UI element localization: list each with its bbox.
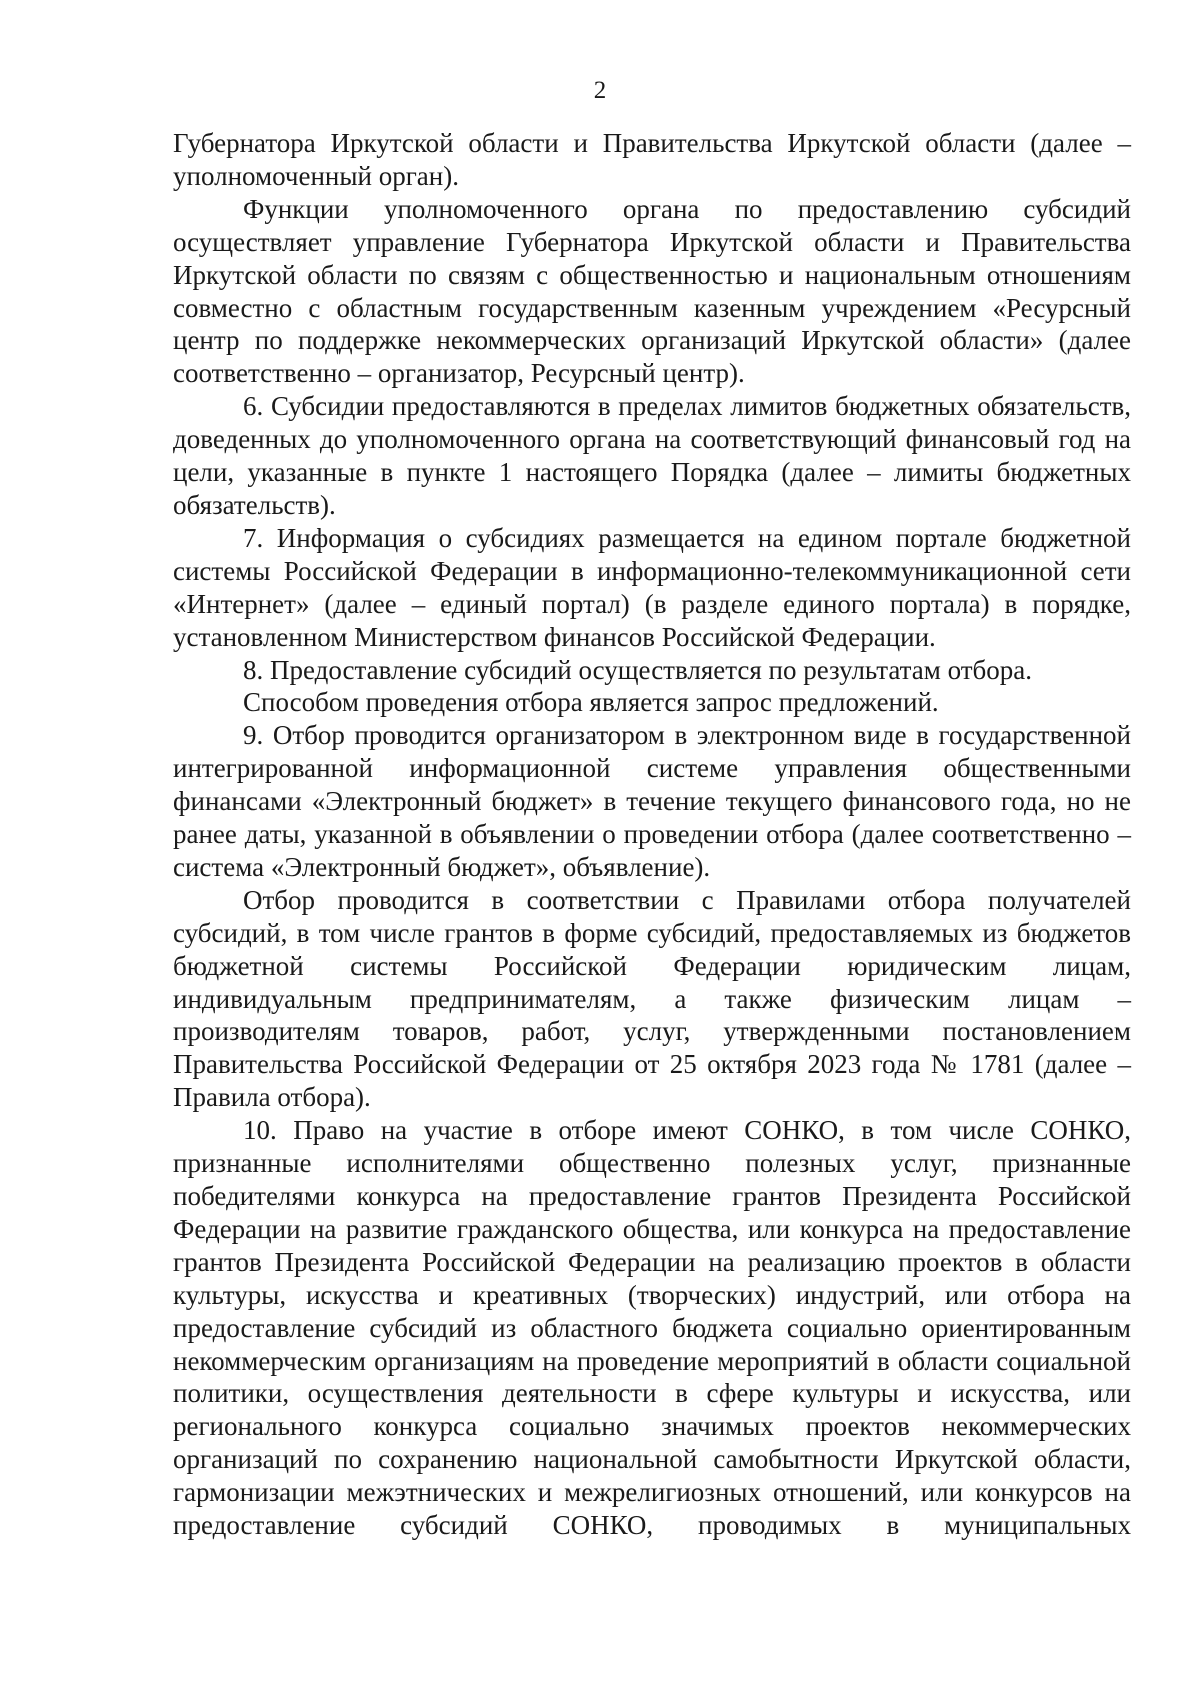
paragraph-functions: Функции уполномоченного органа по предоставлению субсидий осуществляет управление Губернатора Иркутской области и Правительства Иркутской области по связям с общественностью и национальным отношениям совместно с областным государственным казенным учреждением «Ресурсный центр по поддержке некоммерческих организаций Иркутской области» (далее соответственно – организатор, Ресурсный центр). bbox=[173, 193, 1131, 389]
paragraph-selection-rules: Отбор проводится в соответствии с Правилами отбора получателей субсидий, в том числе грантов в форме субсидий, предоставляемых из бюджетов бюджетной системы Российской Федерации юридическим лицам, индивидуальным предпринимателям, а также физическим лицам – производителям товаров, работ, услуг, утвержденными постановлением Правительства Российской Федерации от 25 октября 2023 года № 1781 (далее – Правила отбора). bbox=[173, 884, 1131, 1113]
paragraph-item-8: 8. Предоставление субсидий осуществляется по результатам отбора. bbox=[243, 654, 1032, 685]
document-body bbox=[173, 127, 1131, 1542]
paragraph-item-7: 7. Информация о субсидиях размещается на едином портале бюджетной системы Российской Федерации в информационно-телекоммуникационной сети «Интернет» (далее – единый портал) (в разделе единого портала) в порядке, установленном Министерством финансов Российской Федерации. bbox=[173, 522, 1131, 652]
paragraph-item-6: 6. Субсидии предоставляются в пределах лимитов бюджетных обязательств, доведенных до уполномоченного органа на соответствующий финансовый год на цели, указанные в пункте 1 настоящего Порядка (далее – лимиты бюджетных обязательств). bbox=[173, 391, 1131, 520]
paragraph-selection-method: Способом проведения отбора является запрос предложений. bbox=[243, 687, 939, 718]
paragraph-item-10: 10. Право на участие в отборе имеют СОНКО, в том числе СОНКО, признанные исполнителями общественно полезных услуг, признанные победителями конкурса на предоставление грантов Президента Российской Федерации на развитие гражданского общества, или конкурса на предоставление грантов Президента Российской Федерации на реализацию проектов в области культуры, искусства и креативных (творческих) индустрий, или отбора на предоставление субсидий из областного бюджета социально ориентированным некоммерческим организациям на проведение мероприятий в области социальной политики, осуществления деятельности в сфере культуры и искусства, или регионального конкурса социально значимых проектов некоммерческих организаций по сохранению национальной самобытности Иркутской области, гармонизации межэтнических и межрелигиозных отношений, или конкурсов на предоставление субсидий СОНКО, проводимых в муниципальных bbox=[173, 1115, 1131, 1541]
paragraph-authorized-body: Губернатора Иркутской области и Правительства Иркутской области (далее – уполномоченный орган). bbox=[173, 128, 1131, 191]
paragraph-item-9: 9. Отбор проводится организатором в электронном виде в государственной интегрированной информационной системе управления общественными финансами «Электронный бюджет» в течение текущего финансового года, но не ранее даты, указанной в объявлении о проведении отбора (далее соответственно – система «Электронный бюджет», объявление). bbox=[173, 720, 1131, 882]
page-number: 2 bbox=[593, 77, 607, 104]
